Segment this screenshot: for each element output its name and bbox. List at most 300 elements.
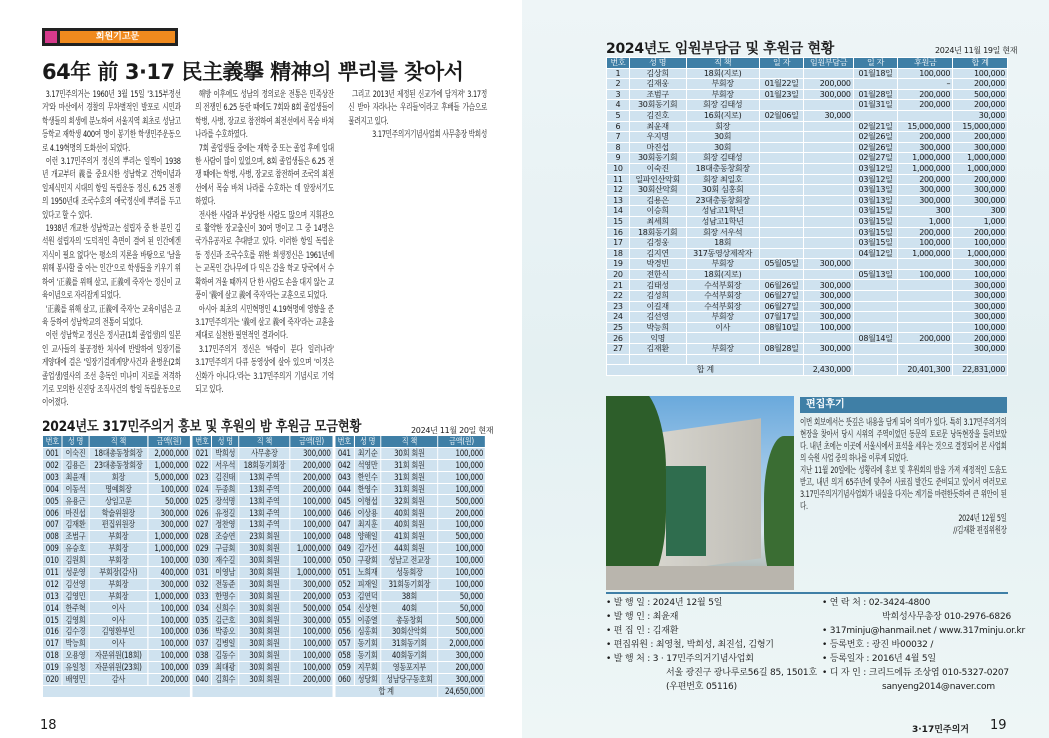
- article-paragraph: 이런 3.17민주의거 정신의 뿌리는 일찍이 1938년 개교부터 義를 중요시한 성남학교 건학이념과 일제식민지 시대의 항일 독립운동 정신, 6.25 전쟁의 1950년대 조국수호의 애국정신에 뿌리를 두고 있다고 할 수 있다.: [42, 156, 181, 221]
- position: 30회 회원: [239, 650, 290, 662]
- amount: 200,000: [148, 673, 191, 685]
- position: 18대총동창회장: [686, 163, 759, 174]
- column-header: 합 계: [953, 58, 1008, 69]
- row-number: 036: [192, 626, 212, 638]
- column-header: 직 책: [381, 436, 438, 448]
- support-title: 2024년도 임원부담금 및 후원금 현황: [606, 41, 834, 57]
- table-row: [607, 344, 1008, 355]
- editorial-paragraph: 지난 11월 20일에는 성황리에 홍보 및 후원회의 밤을 가져 재정적인 도움도 받고, 내년 의거 65주년에 맞추어 사료집 발간도 준비되고 있어서 여러모로 3.17민주의거기념사업회가 내실을 다지는 계기를 마련한듯하여 큰 위안이 된다.: [800, 466, 1007, 512]
- sum: 300,000: [953, 185, 1008, 196]
- fee-date: 08월10일: [759, 322, 804, 333]
- page-number: 19: [990, 718, 1007, 733]
- row-number: 028: [192, 531, 212, 543]
- donation: 300,000: [898, 195, 953, 206]
- amount: 100,000: [148, 626, 191, 638]
- name: 김정웅: [629, 238, 686, 249]
- name: 박경빈: [629, 259, 686, 270]
- amount: 100,000: [290, 519, 333, 531]
- total-row: [607, 365, 1008, 376]
- row-number: 058: [335, 650, 355, 662]
- row-number: 026: [192, 507, 212, 519]
- position: 30회 회원: [239, 614, 290, 626]
- name: 심홍회: [354, 626, 381, 638]
- name: 최윤재: [629, 121, 686, 132]
- table-row: [607, 142, 1008, 153]
- position: 이사: [686, 322, 759, 333]
- table-row: [607, 89, 1008, 100]
- row-number: 056: [335, 626, 355, 638]
- position: 부회장: [686, 344, 759, 355]
- school-building-photo: [606, 396, 794, 590]
- position: 회장 김태성: [686, 100, 759, 111]
- sum: 500,000: [953, 89, 1008, 100]
- fee-date: [759, 333, 804, 344]
- amount: 100,000: [148, 638, 191, 650]
- officer-fee: [804, 238, 853, 249]
- row-number: 031: [192, 566, 212, 578]
- info-item-cont: 박희성사무총장 010-2976-6826: [882, 612, 1012, 622]
- tag-square: [45, 31, 57, 43]
- editorial-signer: //김재환 편집위원장: [953, 526, 1007, 536]
- sum: 300,000: [953, 280, 1008, 291]
- name: 김용은: [62, 459, 89, 471]
- fee-date: 02월06일: [759, 110, 804, 121]
- column-header: 직 책: [686, 58, 759, 69]
- amount: 100,000: [148, 483, 191, 495]
- row-number: 4: [607, 100, 630, 111]
- column-header: 금액(원): [438, 436, 486, 448]
- position: 부회장: [89, 554, 148, 566]
- name: 김선영: [629, 312, 686, 323]
- fee-date: [759, 206, 804, 217]
- position: 부회장: [686, 79, 759, 90]
- row-number: 15: [607, 216, 630, 227]
- name: 김상희: [629, 68, 686, 79]
- name: 김동수: [212, 650, 239, 662]
- name: 유용근: [62, 495, 89, 507]
- donation: 1,000,000: [898, 248, 953, 259]
- donation-date: [853, 344, 898, 355]
- column-header: 일 자: [759, 58, 804, 69]
- name: 이숙진: [629, 163, 686, 174]
- position: 40회: [381, 602, 438, 614]
- total-label: 합 계: [607, 365, 804, 376]
- name: 익명: [629, 333, 686, 344]
- article-paragraph: '正義를 위해 살고, 正義에 죽자'는 교육이념은 교육 등하여 성남학교의 전통이 되었다.: [42, 303, 181, 328]
- row-number: 059: [335, 661, 355, 673]
- fee-date: [759, 153, 804, 164]
- sum: 200,000: [953, 333, 1008, 344]
- position: 부회장: [89, 590, 148, 602]
- position: 30회 회원: [239, 590, 290, 602]
- amount: 100,000: [148, 614, 191, 626]
- sum: 300,000: [953, 195, 1008, 206]
- fee-date: 06월27일: [759, 291, 804, 302]
- table-row: [42, 614, 485, 626]
- position: 18회동기회장: [239, 459, 290, 471]
- sum: 200,000: [953, 79, 1008, 90]
- donation: 200,000: [898, 333, 953, 344]
- officer-fee: [804, 206, 853, 217]
- officer-fee: [804, 68, 853, 79]
- name: [629, 354, 686, 365]
- donation: [898, 322, 953, 333]
- name: 정찬영: [212, 519, 239, 531]
- name: 박능희: [629, 322, 686, 333]
- row-number: 015: [42, 614, 62, 626]
- total-label: 합 계: [335, 685, 438, 697]
- amount: 1,000,000: [148, 590, 191, 602]
- table-row: [42, 673, 485, 685]
- donation-date: 03월15일: [853, 227, 898, 238]
- amount: 200,000: [438, 507, 486, 519]
- fee-date: 01월22일: [759, 79, 804, 90]
- donation: [898, 280, 953, 291]
- fee-date: [759, 163, 804, 174]
- fee-date: [759, 248, 804, 259]
- name: 이숙진: [62, 447, 89, 459]
- row-number: 17: [607, 238, 630, 249]
- fee-date: [759, 185, 804, 196]
- position: 수석부회장: [686, 291, 759, 302]
- donation: 200,000: [898, 132, 953, 143]
- info-item: • 317minju@hanmail.net / www.317minju.or.kr: [822, 624, 1042, 638]
- sum: 30,000: [953, 110, 1008, 121]
- article-paragraph: 아시아 최초의 시민혁명인 4.19혁명에 영향을 준 3.17민주의거는 '義에 살고 義에 죽자'라는 교훈을 제대로 실천한 필연적인 결과이다.: [195, 303, 334, 342]
- donation: 200,000: [898, 227, 953, 238]
- row-number: 21: [607, 280, 630, 291]
- position: 30회: [686, 132, 759, 143]
- position: 31회 회원: [381, 471, 438, 483]
- sum: 100,000: [953, 238, 1008, 249]
- name: 구금회: [212, 543, 239, 555]
- sum: 300,000: [953, 259, 1008, 270]
- amount: 100,000: [438, 471, 486, 483]
- amount: 50,000: [438, 602, 486, 614]
- donation-table-wrapper: [42, 435, 486, 698]
- table-row: [607, 354, 1008, 365]
- info-item-cont: sanyeng2014@naver.com: [882, 682, 995, 692]
- row-number: 048: [335, 531, 355, 543]
- donation: 200,000: [898, 100, 953, 111]
- blank-cell: [42, 685, 190, 697]
- row-number: 038: [192, 650, 212, 662]
- position: 부회장(감사): [89, 566, 148, 578]
- officer-fee: [804, 153, 853, 164]
- amount: 100,000: [290, 507, 333, 519]
- page-18: [0, 0, 522, 738]
- position: 자문위원(18회): [89, 650, 148, 662]
- table-row: [607, 216, 1008, 227]
- total-sum: 22,831,000: [953, 365, 1008, 376]
- article-paragraph: 3.17민주의거 정신은 '바람이 분다 일러나라' 3.17민주의거 다큐 동영상에 살아 있으며 '이것은 신화가 아니다.'라는 3.17민주의거 기념시로 기억되고 있다.: [195, 343, 334, 395]
- row-number: 054: [335, 602, 355, 614]
- position: 회장: [89, 471, 148, 483]
- officer-fee: [804, 269, 853, 280]
- position: 31회동기회장: [381, 578, 438, 590]
- table-row: [42, 531, 485, 543]
- position: 30회 회원: [239, 554, 290, 566]
- donation: 15,000,000: [898, 121, 953, 132]
- position: 30회 회원: [239, 578, 290, 590]
- name: 우지명: [629, 132, 686, 143]
- row-number: 008: [42, 531, 62, 543]
- position: 부회장: [686, 89, 759, 100]
- position: 30회 회원: [239, 566, 290, 578]
- fee-date: [759, 216, 804, 227]
- column-header: 성 명: [354, 436, 381, 448]
- total-amount: 24,650,000: [438, 685, 486, 697]
- name: 30회동기회: [629, 100, 686, 111]
- table-row: [607, 238, 1008, 249]
- donation-date: 03월13일: [853, 195, 898, 206]
- donation: [898, 259, 953, 270]
- name: 한영수: [354, 483, 381, 495]
- officer-fee: [804, 195, 853, 206]
- position: 13회 주역: [239, 471, 290, 483]
- fee-date: 05월05일: [759, 259, 804, 270]
- row-number: 025: [192, 495, 212, 507]
- position: 30회 회원: [239, 626, 290, 638]
- donation-date: 05월13일: [853, 269, 898, 280]
- donation: 100,000: [898, 68, 953, 79]
- officer-fee: 300,000: [804, 291, 853, 302]
- article-paragraph: 해방 이후에도 성남의 정의로운 전통은 민족상잔의 전쟁인 6.25 동란 때에도 7회와 8회 졸업생들이 학병, 사병, 장교로 참전하여 최전선에서 목숨 바쳐 나라를 수호하였다.: [195, 89, 334, 141]
- fee-date: [759, 238, 804, 249]
- row-number: 020: [42, 673, 62, 685]
- table-row: [42, 638, 485, 650]
- officer-fee: 300,000: [804, 259, 853, 270]
- amount: 100,000: [290, 638, 333, 650]
- table-row: [42, 602, 485, 614]
- officer-fee: [804, 163, 853, 174]
- table-row: [607, 269, 1008, 280]
- amount: 100,000: [438, 447, 486, 459]
- name: 박희성: [212, 447, 239, 459]
- name: 신상현: [354, 602, 381, 614]
- name: 신희수: [212, 602, 239, 614]
- name: 조범구: [62, 531, 89, 543]
- name: 이종열: [354, 614, 381, 626]
- fee-date: [759, 354, 804, 365]
- column-header: 번호: [192, 436, 212, 448]
- fee-date: 06월27일: [759, 301, 804, 312]
- row-number: 023: [192, 471, 212, 483]
- amount: 1,000,000: [148, 459, 191, 471]
- donation-date: 01월18일: [853, 68, 898, 79]
- column-header: 직 책: [239, 436, 290, 448]
- article-paragraph: 7회 졸업생들 중에는 재학 중 또는 졸업 후에 입대한 사람이 많이 있었으며, 8회 졸업생들은 6.25 전쟁 때에는 학병, 사병, 장교로 참전하여 조국의 최전선에서 목숨 바쳐 나라를 수호하는 데 앞장서기도 하였다.: [195, 142, 334, 208]
- row-number: 9: [607, 153, 630, 164]
- donation-date: 08월14일: [853, 333, 898, 344]
- name: 박능희: [62, 638, 89, 650]
- donation-date: 03월12일: [853, 163, 898, 174]
- table-row: [607, 185, 1008, 196]
- table-row: [42, 471, 485, 483]
- row-number: 2: [607, 79, 630, 90]
- name: 성당회: [354, 673, 381, 685]
- name: 최세희: [629, 216, 686, 227]
- amount: 100,000: [148, 650, 191, 662]
- position: 수석부회장: [686, 301, 759, 312]
- position: 31회 회원: [381, 483, 438, 495]
- donation-date: [853, 322, 898, 333]
- amount: 100,000: [438, 543, 486, 555]
- name: 한주혁: [62, 602, 89, 614]
- donation-table: [42, 435, 486, 698]
- sum: 300,000: [953, 344, 1008, 355]
- name: 김근호: [212, 614, 239, 626]
- row-number: 24: [607, 312, 630, 323]
- position: 부회장: [89, 578, 148, 590]
- row-number: 021: [192, 447, 212, 459]
- row-number: 030: [192, 554, 212, 566]
- name: 조범구: [629, 89, 686, 100]
- position: 성남고 전교장: [381, 554, 438, 566]
- article-paragraph: 1938년 개교한 성남학교는 설립자 중 한 분인 김석원 설립자의 '도덕적인 측면이 결여 된 인간에겐 지식이 필요 없다'는 평소의 지론을 바탕으로 '남을 위해 봉사할 줄 아는 인간'으로 학생들을 키우기 위하여 '正義를 위해 살고, 正義에 죽자'는 정신이 교육이념으로 자리잡게 되었다.: [42, 223, 181, 302]
- fee-date: 07월17일: [759, 312, 804, 323]
- sum: 100,000: [953, 322, 1008, 333]
- name: 동기회: [354, 638, 381, 650]
- divider: [606, 592, 1008, 594]
- name: 김성희: [629, 291, 686, 302]
- donation: 100,000: [898, 269, 953, 280]
- position: 30회 회원: [239, 661, 290, 673]
- donation-date: [853, 354, 898, 365]
- sum: 300: [953, 206, 1008, 217]
- position: 16회(지로): [686, 110, 759, 121]
- sum: 200,000: [953, 227, 1008, 238]
- table-row: [607, 121, 1008, 132]
- amount: 5,000,000: [148, 471, 191, 483]
- position: 30회 회원: [239, 673, 290, 685]
- sum: 1,000,000: [953, 163, 1008, 174]
- position: 총동창회: [381, 614, 438, 626]
- table-row: [607, 195, 1008, 206]
- name: 노희재: [354, 566, 381, 578]
- amount: 300,000: [290, 447, 333, 459]
- position: 32회 회원: [381, 495, 438, 507]
- donation-date: [853, 301, 898, 312]
- row-number: 032: [192, 578, 212, 590]
- sum: 300,000: [953, 312, 1008, 323]
- name: 이영남: [212, 566, 239, 578]
- donation: [898, 312, 953, 323]
- table-row: [607, 163, 1008, 174]
- amount: 500,000: [290, 602, 333, 614]
- row-number: 052: [335, 578, 355, 590]
- officer-fee: 200,000: [804, 79, 853, 90]
- name: 유승호: [62, 543, 89, 555]
- position: 13회 주역: [239, 483, 290, 495]
- donation: 300: [898, 206, 953, 217]
- info-item: • 디 자 인 : 크리드에듀 조상엽 010-5327-0207: [822, 666, 1042, 680]
- blank-cell: [853, 365, 898, 376]
- name: 성운영: [62, 566, 89, 578]
- table-row: [607, 301, 1008, 312]
- header-row: [607, 58, 1008, 69]
- table-row: [42, 447, 485, 459]
- table-row: [42, 507, 485, 519]
- info-item: • 연 락 처 : 02-3424-4800: [822, 596, 1042, 610]
- column-header: 금액(원): [148, 436, 191, 448]
- donation-date: [853, 79, 898, 90]
- fee-date: [759, 132, 804, 143]
- total-donation: 20,401,300: [898, 365, 953, 376]
- name: 한명수: [212, 590, 239, 602]
- sum: 300,000: [953, 142, 1008, 153]
- position: 30회 회원: [381, 447, 438, 459]
- donation-date: [853, 280, 898, 291]
- officer-fee: [804, 174, 853, 185]
- donation-date: 03월15일: [853, 206, 898, 217]
- fee-date: 08월28일: [759, 344, 804, 355]
- amount: 50,000: [438, 590, 486, 602]
- article-paragraph: 전사한 사람과 부상당한 사람도 많으며 지휘관으로 활약한 장교출신이 30여 명이고 그 중 14명은 국가유공자로 추대받고 있다. 이러한 항일 독립운동 정신과 조국수호를 위한 희생정신은 1961년에는 교목인 감나무에 다 익은 감을 학교 당국에서 수확하여 겨울 때까지 단 한 사람도 손을 대지 않는 교풍이 '義에 살고 義에 죽자'라는 교훈으로 되었다.: [195, 209, 334, 302]
- position: 회장 최일호: [686, 174, 759, 185]
- fee-date: 06월26일: [759, 280, 804, 291]
- position: 30회: [686, 142, 759, 153]
- row-number: 049: [335, 543, 355, 555]
- position: 40회동기회: [381, 650, 438, 662]
- position: 회장 서우석: [686, 227, 759, 238]
- position: 30회 회원: [239, 602, 290, 614]
- sum: 300,000: [953, 291, 1008, 302]
- column-header: 번호: [335, 436, 355, 448]
- amount: 1,000,000: [290, 566, 333, 578]
- row-number: 007: [42, 519, 62, 531]
- name: 마진섭: [62, 507, 89, 519]
- name: 유정길: [212, 507, 239, 519]
- name: 장석명: [212, 495, 239, 507]
- position: 이사: [89, 614, 148, 626]
- donation-date: 01월28일: [853, 89, 898, 100]
- position: [686, 333, 759, 344]
- row-number: 1: [607, 68, 630, 79]
- donation: 1,000,000: [898, 163, 953, 174]
- position: 학술위원장: [89, 507, 148, 519]
- editorial-paragraph: 이번 회보에서는 뜻깊은 내용을 담게 되어 의미가 있다. 특히 3.17민주의거의 현장을 찾아서 당시 시위의 주역이었던 동문의 토로문 낭독현장을 둘러보았다. 내년 초에는 이곳에 서울시에서 표석을 세우는 것으로 결정되어 본 사업회의 숙원 사업 중의 하나를 이루게 되었다.: [800, 418, 1007, 464]
- officer-fee: [804, 100, 853, 111]
- name: 30회산악회: [629, 185, 686, 196]
- row-number: 25: [607, 322, 630, 333]
- donation-date: 02월26일: [853, 132, 898, 143]
- name: 김진호: [629, 110, 686, 121]
- officer-fee: [804, 216, 853, 227]
- column-header: 임원부담금: [804, 58, 853, 69]
- officer-fee: 300,000: [804, 280, 853, 291]
- amount: 100,000: [438, 519, 486, 531]
- row-number: 10: [607, 163, 630, 174]
- table-row: [607, 312, 1008, 323]
- name: 최대광: [212, 661, 239, 673]
- total-row: [42, 685, 485, 697]
- position: 이사: [89, 602, 148, 614]
- officer-fee: 300,000: [804, 344, 853, 355]
- header-row: [42, 436, 485, 448]
- info-item: • 등록번호 : 광진 바00032 /: [822, 638, 1042, 652]
- amount: 2,000,000: [438, 638, 486, 650]
- magazine-name: 3·17민주의거: [912, 725, 969, 735]
- donation: 200,000: [898, 89, 953, 100]
- row-number: 055: [335, 614, 355, 626]
- row-number: 14: [607, 206, 630, 217]
- article-title: 64年 前 3·17 民主義擧 精神의 뿌리를 찾아서: [42, 60, 464, 84]
- table-row: [607, 322, 1008, 333]
- name: 이상용: [354, 507, 381, 519]
- row-number: 5: [607, 110, 630, 121]
- name: 마진섭: [629, 142, 686, 153]
